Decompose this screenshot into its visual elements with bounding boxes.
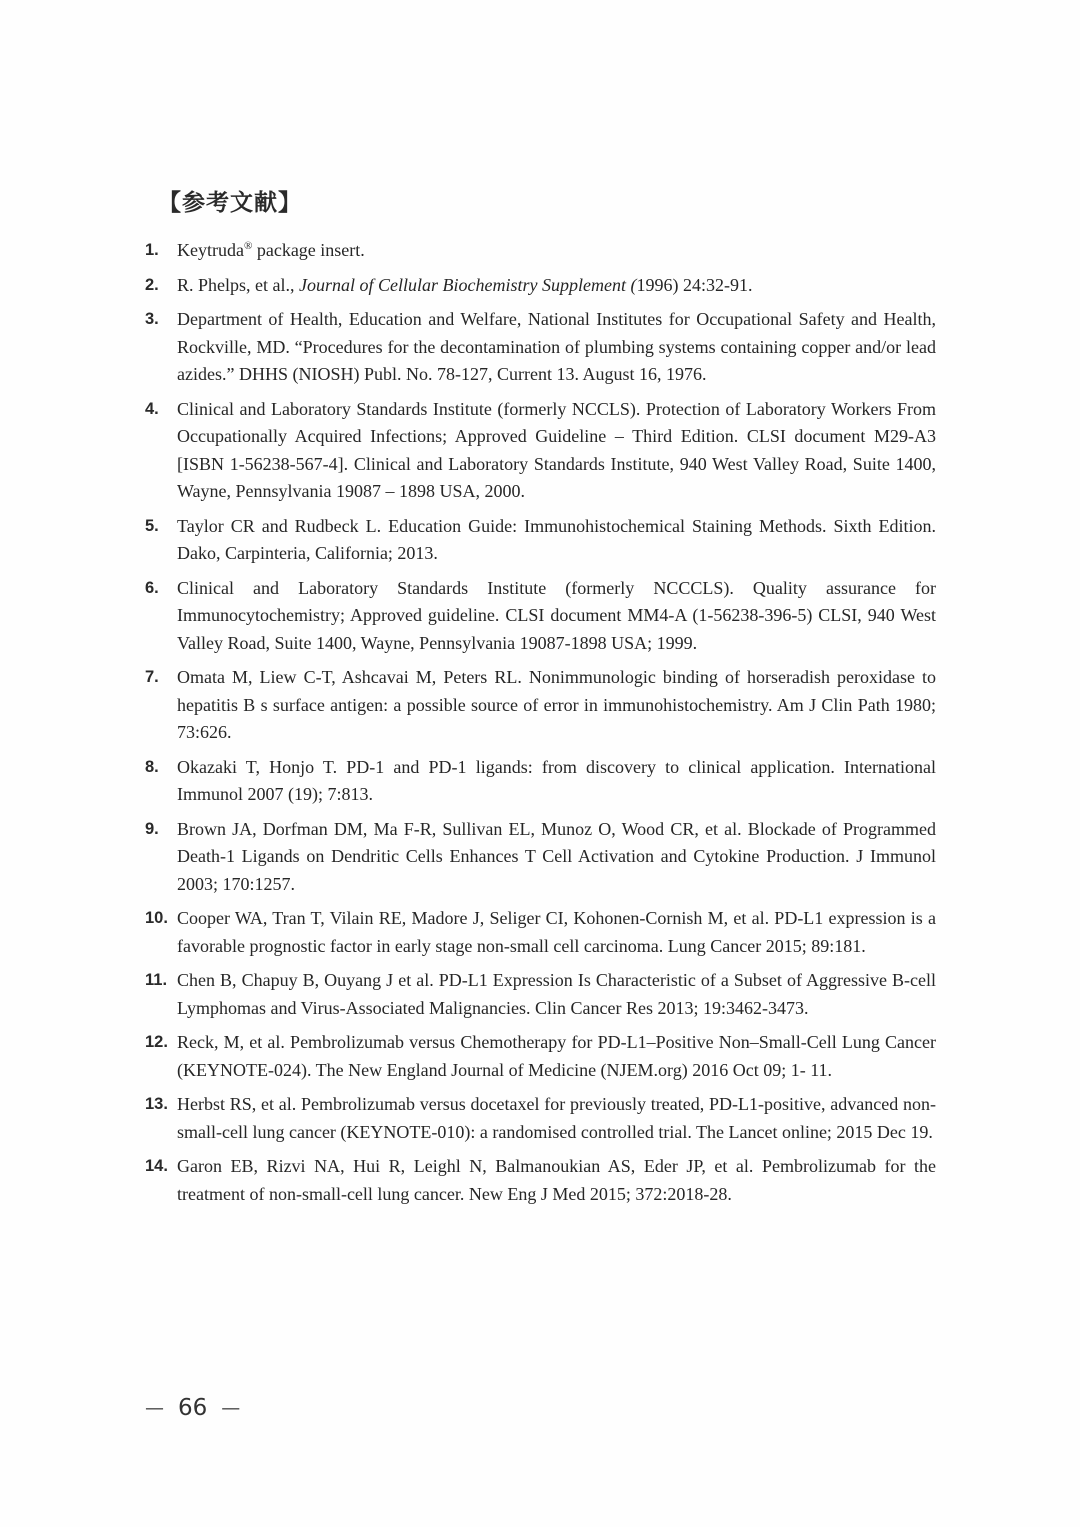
reference-text: Herbst RS, et al. Pembrolizumab versus docetaxel for previously treated, PD-L1-positive, advanced non-small-cell lung cancer (KEYNOTE-010): a randomised controlled trial. The Lancet online; 2015 Dec 19.: [177, 1094, 936, 1142]
reference-number: 4.: [145, 399, 159, 418]
reference-item: [145, 575, 936, 658]
reference-number: 3.: [145, 310, 159, 328]
reference-text: Keytruda® package insert.: [177, 240, 365, 260]
reference-text: Chen B, Chapuy B, Ouyang J et al. PD-L1 Expression Is Characteristic of a Subset of Aggressive B-cell Lymphomas and Virus-Associated Malignancies. Clin Cancer Res 2013; 19:3462-3473.: [177, 970, 936, 1018]
reference-number: 7.: [145, 668, 159, 686]
reference-number: 1.: [145, 241, 159, 259]
reference-item: [145, 1091, 936, 1146]
reference-text: R. Phelps, et al., Journal of Cellular Biochemistry Supplement (1996) 24:32-91.: [177, 274, 753, 295]
reference-item: [145, 272, 936, 300]
page-number: 66: [178, 1395, 208, 1421]
reference-text: Garon EB, Rizvi NA, Hui R, Leighl N, Balmanoukian AS, Eder JP, et al. Pembrolizumab for the treatment of non-small-cell lung cancer. New Eng J Med 2015; 372:2018-28.: [177, 1156, 936, 1204]
reference-number: 5.: [145, 516, 159, 535]
reference-item: [145, 754, 936, 809]
reference-text: Omata M, Liew C-T, Ashcavai M, Peters RL. Nonimmunologic binding of horseradish peroxidase to hepatitis B s surface antigen: a possible source of error in immunohistochemistry. Am J Clin Path 1980; 73:626.: [177, 667, 936, 742]
reference-item: [145, 1153, 936, 1208]
reference-item: [145, 513, 936, 568]
reference-number: 8.: [145, 757, 159, 776]
page-footer: [145, 1396, 240, 1420]
reference-number: 11.: [145, 971, 168, 989]
reference-number: 6.: [145, 578, 159, 597]
reference-item: [145, 306, 936, 389]
reference-item: [145, 967, 936, 1022]
reference-text: Okazaki T, Honjo T. PD-1 and PD-1 ligands: from discovery to clinical application. International Immunol 2007 (19); 7:813.: [177, 756, 936, 804]
reference-item: [145, 664, 936, 747]
reference-text: Cooper WA, Tran T, Vilain RE, Madore J, Seliger CI, Kohonen-Cornish M, et al. PD-L1 expression is a favorable prognostic factor in early stage non-small cell carcinoma. Lung Cancer 2015; 89:181.: [177, 908, 936, 956]
reference-text: Clinical and Laboratory Standards Institute (formerly NCCCLS). Quality assurance for Immunocytochemistry; Approved guideline. CLSI document MM4-A (1-56238-396-5) CLSI, 940 West Valley Road, Suite 1400, Wayne, Pennsylvania 19087-1898 USA; 1999.: [177, 577, 936, 653]
reference-number: 14.: [145, 1157, 168, 1175]
reference-item: [145, 905, 936, 960]
footer-right-dash: —: [221, 1397, 241, 1419]
footer-left-dash: —: [145, 1397, 164, 1419]
reference-number: 9.: [145, 819, 159, 838]
reference-item: [145, 1029, 936, 1084]
reference-number: 10.: [145, 909, 168, 927]
reference-text: Brown JA, Dorfman DM, Ma F-R, Sullivan EL, Munoz O, Wood CR, et al. Blockade of Programmed Death-1 Ligands on Dendritic Cells Enhances T Cell Activation and Cytokine Production. J Immunol 2003; 170:1257.: [177, 818, 936, 894]
reference-list: [145, 237, 936, 1215]
reference-number: 2.: [145, 275, 159, 294]
reference-text: Department of Health, Education and Welfare, National Institutes for Occupational Safety and Health, Rockville, MD. “Procedures for the decontamination of plumbing systems containing copper and/or lead azides.” DHHS (NIOSH) Publ. No. 78-127, Current 13. August 16, 1976.: [177, 309, 936, 384]
reference-item: [145, 237, 936, 265]
reference-text: Reck, M, et al. Pembrolizumab versus Chemotherapy for PD-L1–Positive Non–Small-Cell Lung Cancer (KEYNOTE-024). The New England Journal of Medicine (NJEM.org) 2016 Oct 09; 1- 11.: [177, 1032, 936, 1080]
section-header: 【参考文献】: [158, 190, 302, 215]
reference-text: Clinical and Laboratory Standards Institute (formerly NCCLS). Protection of Laboratory Workers From Occupationally Acquired Infections; Approved Guideline – Third Edition. CLSI document M29-A3 [ISBN 1-56238-567-4]. Clinical and Laboratory Standards Institute, 940 West Valley Road, Suite 1400, Wayne, Pennsylvania 19087 – 1898 USA, 2000.: [177, 398, 936, 501]
reference-text: Taylor CR and Rudbeck L. Education Guide: Immunohistochemical Staining Methods. Sixth Edition. Dako, Carpinteria, California; 2013.: [177, 515, 936, 563]
reference-number: 13.: [145, 1095, 168, 1113]
reference-item: [145, 816, 936, 899]
reference-number: 12.: [145, 1033, 168, 1051]
reference-item: [145, 396, 936, 506]
